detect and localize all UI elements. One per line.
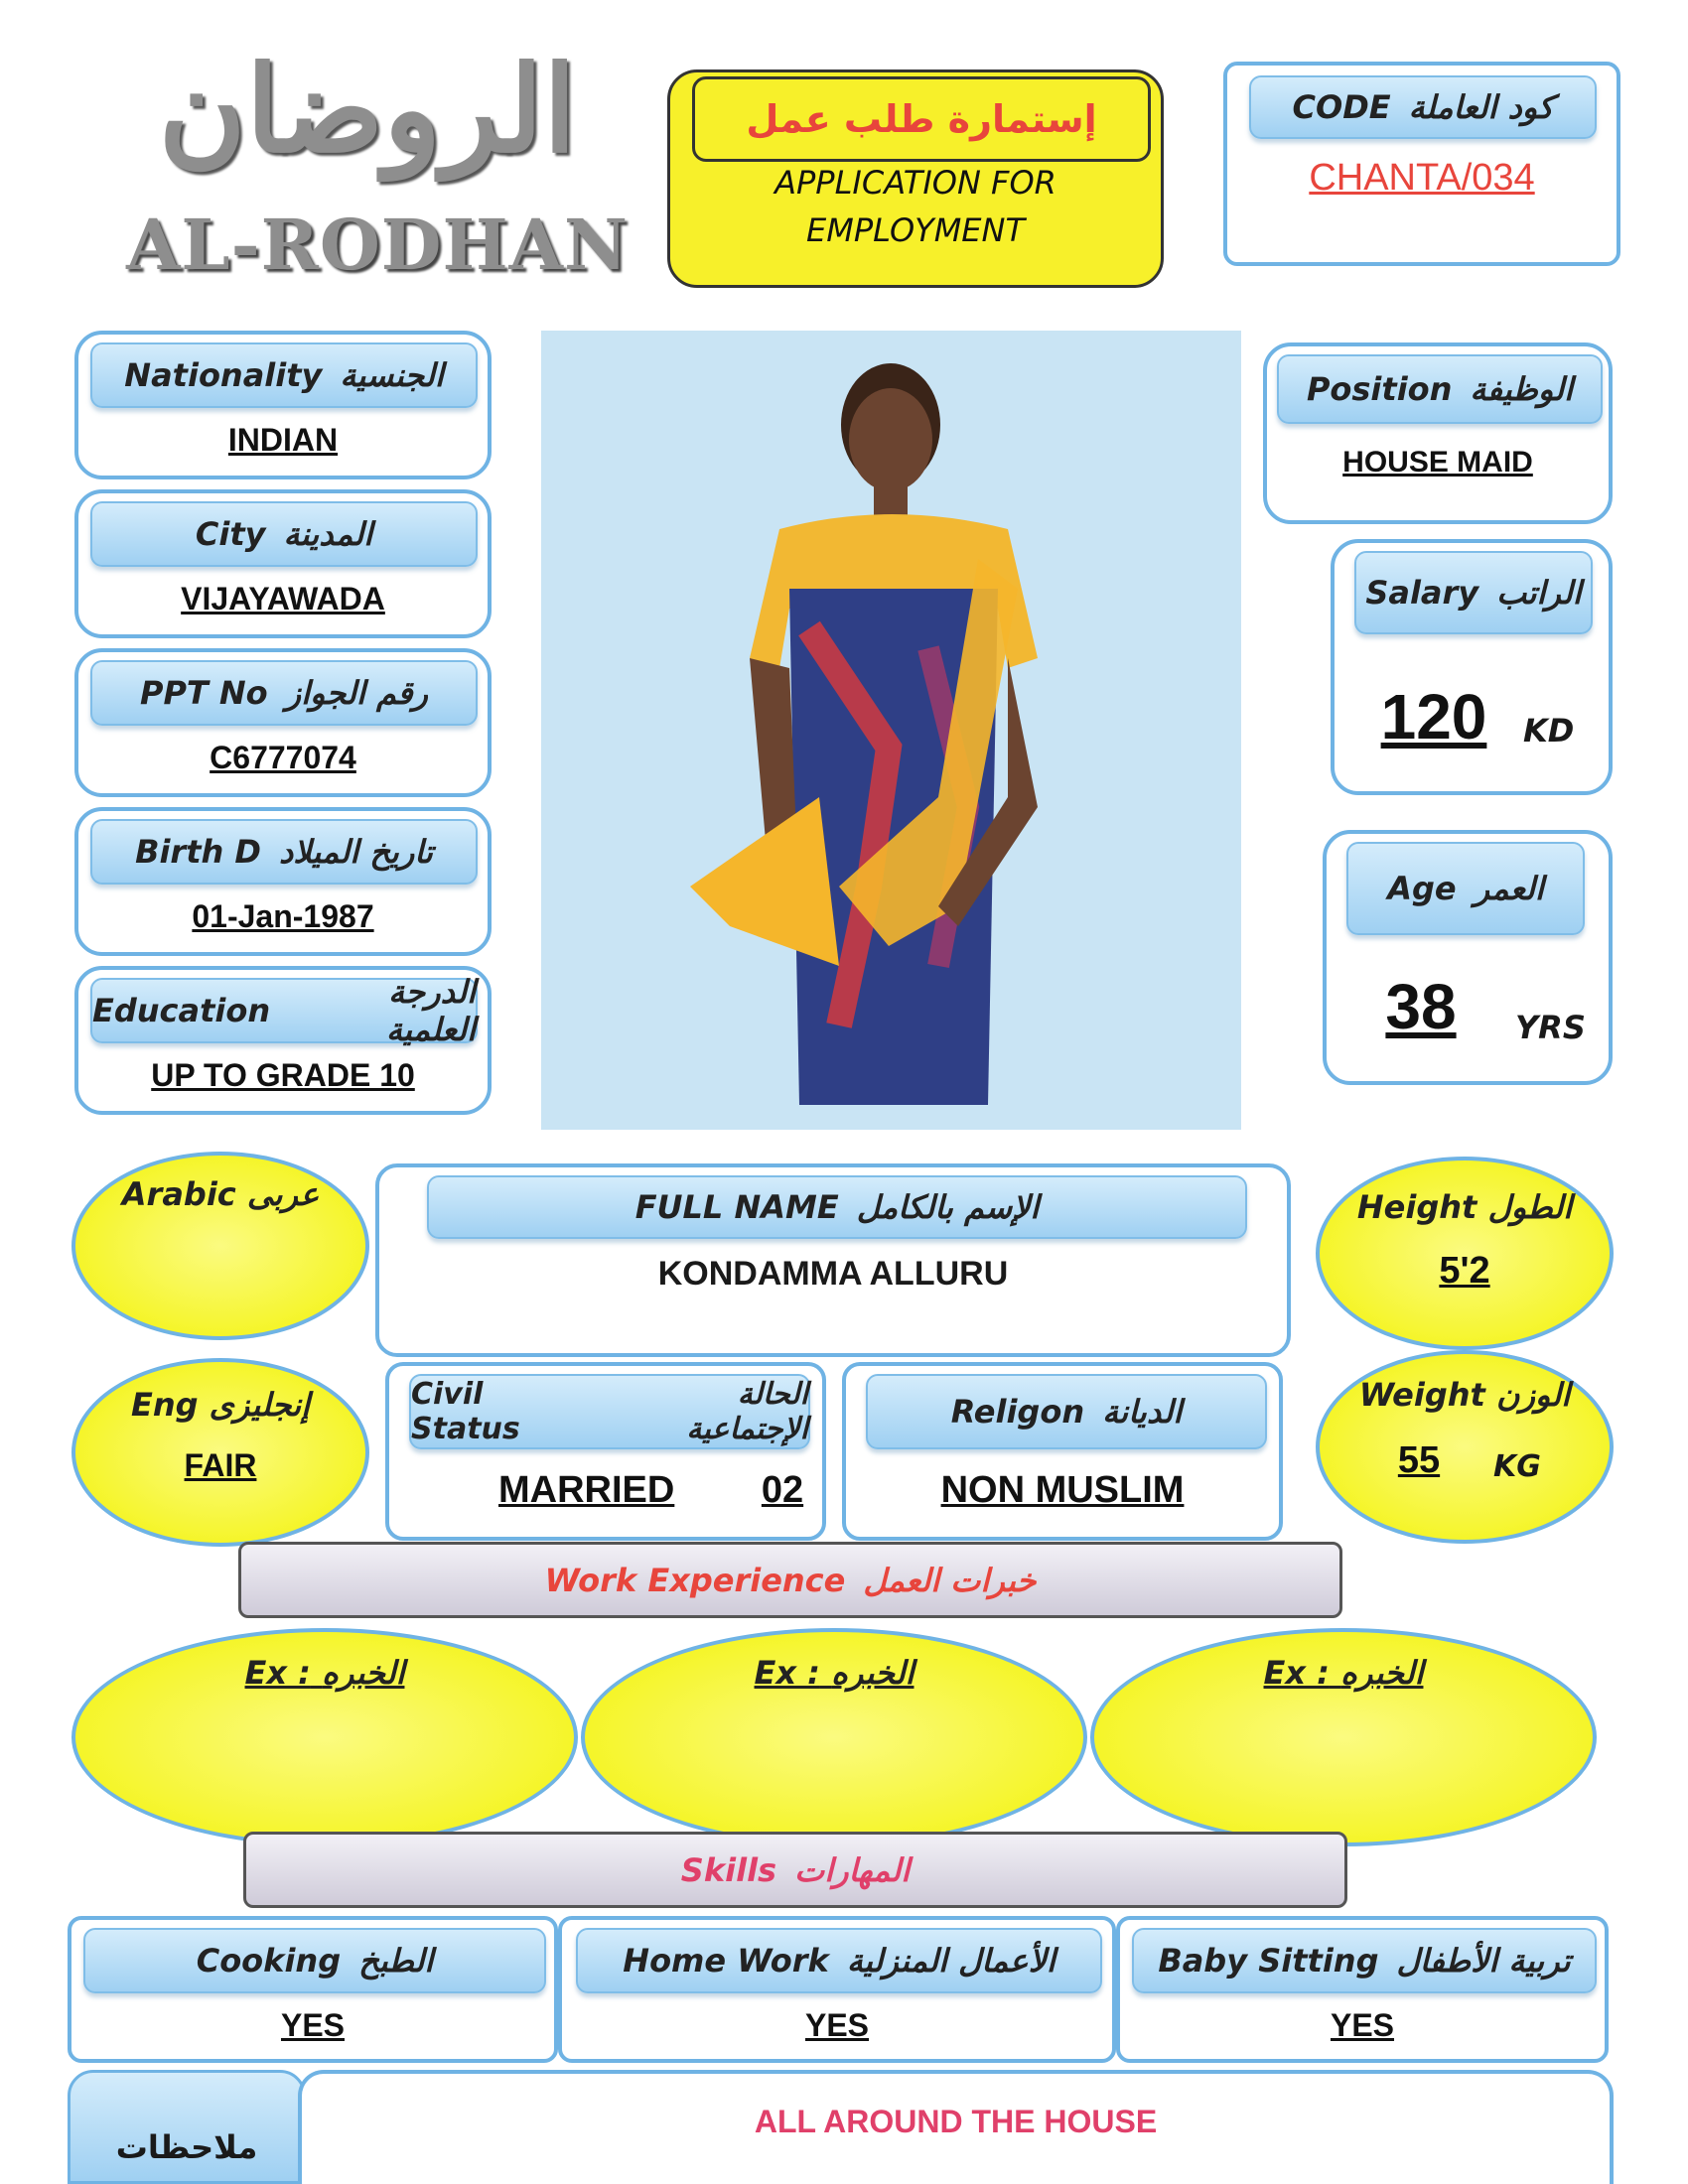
experience-label-3: Ex : الخبره: [1263, 1654, 1424, 1692]
notes-label-box: [68, 2070, 306, 2184]
religion-value: NON MUSLIM: [940, 1469, 1185, 1511]
nationality-label-bar: [90, 342, 478, 408]
birth-date-label-ar: تاريخ الميلاد: [278, 833, 433, 871]
education-box: [74, 966, 492, 1115]
salary-value: 120: [1380, 681, 1487, 752]
form-title-arabic-box: [692, 76, 1151, 162]
birth-date-box: [74, 807, 492, 956]
form-title-arabic: إستمارة طلب عمل: [746, 97, 1097, 141]
birth-date-value: 01-Jan-1987: [192, 898, 374, 934]
height-value: 5'2: [1439, 1250, 1490, 1292]
home-work-value: YES: [804, 2007, 870, 2043]
logo-english: AL-RODHAN: [126, 204, 629, 286]
baby-sitting-value: YES: [1330, 2007, 1395, 2043]
city-label-ar: المدينة: [283, 515, 373, 553]
age-label-ar: العمر: [1474, 870, 1544, 907]
code-label-bar: [1249, 75, 1597, 139]
passport-box: [74, 648, 492, 797]
education-label-ar: الدرجة العلمية: [386, 973, 476, 1048]
company-logo: [109, 40, 635, 288]
age-box: [1323, 830, 1613, 1085]
city-label-en: City: [195, 515, 266, 553]
applicant-photo: [541, 331, 1241, 1130]
skills-title-ar: المهارات: [794, 1850, 911, 1889]
position-label-ar: الوظيفة: [1470, 370, 1574, 408]
position-value: HOUSE MAID: [1342, 446, 1533, 478]
cooking-box: [68, 1916, 558, 2063]
baby-sitting-box: [1116, 1916, 1609, 2063]
notes-label: ملاحظات: [115, 2127, 258, 2166]
home-work-label-bar: [576, 1928, 1102, 1993]
form-title-box: [667, 69, 1164, 288]
salary-label-en: Salary: [1365, 574, 1479, 612]
religion-label-ar: الديانة: [1102, 1393, 1183, 1431]
work-experience-title-en: Work Experience: [544, 1561, 846, 1599]
civil-status-label-ar: الحالة الإجتماعية: [686, 1377, 808, 1446]
position-label-bar: [1277, 354, 1603, 424]
city-label-bar: [90, 501, 478, 567]
full-name-label-ar: الإسم بالكامل: [856, 1188, 1040, 1226]
education-value: UP TO GRADE 10: [151, 1057, 415, 1093]
religion-box: [842, 1362, 1283, 1541]
experience-oval-3: [1090, 1628, 1597, 1846]
home-work-label-en: Home Work: [623, 1942, 829, 1979]
nationality-box: [74, 331, 492, 479]
cooking-label-bar: [83, 1928, 546, 1993]
city-box: [74, 489, 492, 638]
weight-unit: KG: [1493, 1449, 1541, 1484]
arabic-language-label: Arabic عربى: [121, 1175, 320, 1213]
nationality-label-ar: الجنسية: [340, 356, 444, 394]
full-name-value: KONDAMMA ALLURU: [657, 1255, 1009, 1293]
position-label-en: Position: [1306, 370, 1453, 408]
age-label-en: Age: [1387, 870, 1457, 907]
religion-label-en: Religon: [950, 1393, 1085, 1431]
code-value: CHANTA/034: [1309, 157, 1535, 199]
passport-label-en: PPT No: [140, 674, 268, 712]
applicant-figure: [541, 331, 1241, 1130]
weight-label: Weight الوزن: [1358, 1376, 1571, 1414]
weight-value: 55: [1397, 1439, 1441, 1481]
logo-arabic: الروضان: [158, 40, 577, 180]
nationality-value: INDIAN: [227, 422, 339, 458]
home-work-label-ar: الأعمال المنزلية: [846, 1942, 1055, 1979]
height-label: Height الطول: [1356, 1188, 1573, 1226]
weight-oval: [1316, 1350, 1614, 1544]
arabic-language-oval: [71, 1152, 369, 1340]
experience-label-1: Ex : الخبره: [244, 1654, 405, 1692]
passport-label-bar: [90, 660, 478, 726]
code-box: [1223, 62, 1620, 266]
baby-sitting-label-en: Baby Sitting: [1158, 1942, 1379, 1979]
birth-date-label-en: Birth D: [135, 833, 261, 871]
civil-status-value: MARRIED: [498, 1469, 675, 1511]
age-label-bar: [1346, 842, 1585, 935]
birth-date-label-bar: [90, 819, 478, 885]
full-name-box: [375, 1163, 1291, 1357]
experience-oval-2: [581, 1628, 1087, 1846]
baby-sitting-label-bar: [1132, 1928, 1597, 1993]
experience-oval-1: [71, 1628, 578, 1846]
experience-label-2: Ex : الخبره: [754, 1654, 914, 1692]
passport-value: C6777074: [210, 740, 356, 775]
nationality-label-en: Nationality: [124, 356, 323, 394]
education-label-en: Education: [92, 992, 271, 1029]
cooking-value: YES: [280, 2007, 346, 2043]
position-box: [1263, 342, 1613, 524]
notes-box: [298, 2070, 1614, 2184]
cooking-label-en: Cooking: [196, 1942, 342, 1979]
cooking-label-ar: الطبخ: [358, 1942, 434, 1979]
religion-label-bar: [866, 1374, 1267, 1449]
civil-status-box: [385, 1362, 826, 1541]
full-name-label-bar: [427, 1175, 1247, 1239]
work-experience-header: [238, 1542, 1342, 1618]
english-language-value: FAIR: [184, 1447, 257, 1483]
civil-status-label-bar: [409, 1374, 810, 1449]
salary-label-bar: [1354, 551, 1593, 634]
full-name-label-en: FULL NAME: [634, 1188, 839, 1226]
home-work-box: [558, 1916, 1116, 2063]
salary-box: [1331, 539, 1613, 795]
notes-value: ALL AROUND THE HOUSE: [754, 2104, 1158, 2139]
civil-status-label-en: Civil Status: [411, 1377, 520, 1446]
english-language-label: Eng إنجليزى: [130, 1386, 311, 1424]
code-label-ar: كود العاملة: [1408, 88, 1554, 126]
salary-unit: KD: [1523, 712, 1575, 750]
form-title-english-2: EMPLOYMENT: [805, 211, 1025, 249]
age-value: 38: [1385, 971, 1457, 1042]
education-label-bar: [90, 973, 478, 1048]
height-oval: [1316, 1157, 1614, 1350]
form-title-english-1: APPLICATION FOR: [774, 164, 1056, 202]
passport-label-ar: رقم الجواز: [285, 674, 428, 712]
city-value: VIJAYAWADA: [181, 581, 385, 616]
skills-header: [243, 1832, 1347, 1908]
code-label-en: CODE: [1292, 88, 1391, 126]
baby-sitting-label-ar: تربية الأطفال: [1396, 1942, 1571, 1979]
age-unit: YRS: [1515, 1009, 1586, 1046]
work-experience-title-ar: خبرات العمل: [863, 1561, 1037, 1599]
english-language-oval: [71, 1358, 369, 1547]
children-count: 02: [761, 1469, 804, 1511]
skills-title-en: Skills: [680, 1850, 777, 1889]
salary-label-ar: الراتب: [1496, 574, 1582, 612]
